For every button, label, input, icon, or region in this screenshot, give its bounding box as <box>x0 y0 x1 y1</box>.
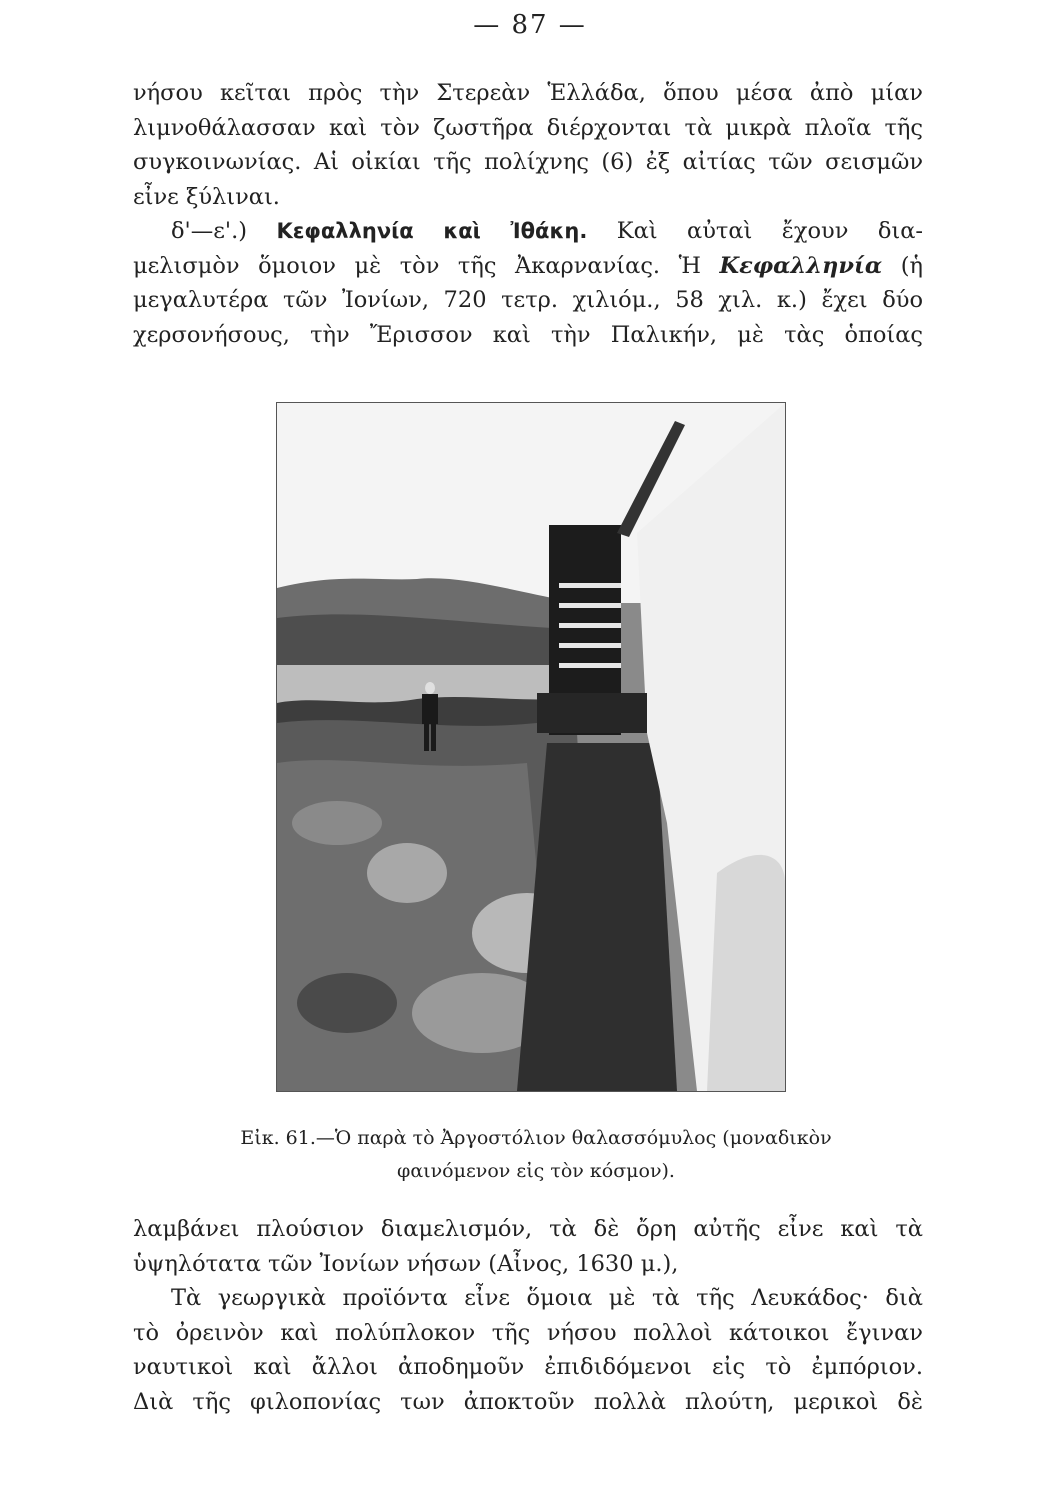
bottom-paragraph <box>133 1212 923 1419</box>
page-number: — 87 — <box>473 10 587 40</box>
text-line: χερσονήσους, τὴν Ἔρισσον καὶ τὴν Παλικήν, μὲ τὰς ὁποίας <box>133 321 923 348</box>
text-line: ναυτικοὶ καὶ ἄλλοι ἀποδημοῦν ἐπιδιδόμενοι εἰς τὸ ἐμπόριον. <box>133 1354 923 1380</box>
text-line: Τὰ γεωργικὰ προϊόντα εἶνε ὅμοια μὲ τὰ τῆς Λευκάδος· διὰ <box>171 1285 923 1311</box>
text-line: λιμνοθάλασσαν καὶ τὸν ζωστῆρα διέρχονται τὰ μικρὰ πλοῖα τῆς <box>133 114 923 141</box>
figure-caption <box>196 1122 876 1188</box>
caption-line: Εἰκ. 61.—Ὁ παρὰ τὸ Ἀργοστόλιον θαλασσόμυλος (μοναδικὸν <box>240 1127 832 1149</box>
sea-mill-photo <box>276 402 786 1092</box>
text-line: ὑψηλότατα τῶν Ἰονίων νήσων (Αἶνος, 1630 μ.), <box>133 1250 679 1277</box>
text-fragment: Ἡ <box>678 252 701 279</box>
text-line: λαμβάνει πλούσιον διαμελισμόν, τὰ δὲ ὄρη αὐτῆς εἶνε καὶ τὰ <box>133 1216 923 1242</box>
text-line: τὸ ὀρεινὸν καὶ πολύπλοκον τῆς νήσου πολλοὶ κάτοικοι ἔγιναν <box>133 1319 923 1346</box>
section-heading: Κεφαλληνία καὶ Ἰθάκη. <box>276 219 588 243</box>
section-label: δ'—ε'.) <box>171 218 248 244</box>
text-line: νήσου κεῖται πρὸς τὴν Στερεὰν Ἑλλάδα, ὅπου μέσα ἀπὸ μίαν <box>133 80 923 106</box>
top-paragraph <box>133 76 923 352</box>
text-fragment: (ἡ <box>900 252 923 279</box>
section-heading-line <box>133 214 923 249</box>
kefallinia-term: Κεφαλληνία <box>719 252 883 279</box>
text-line: Διὰ τῆς φιλοπονίας των ἀποκτοῦν πολλὰ πλούτη, μερικοὶ δὲ <box>133 1388 923 1415</box>
text-line: συγκοινωνίας. Αἱ οἰκίαι τῆς πολίχνης (6) ἐξ αἰτίας τῶν σεισμῶν <box>133 149 923 175</box>
text-line: μεγαλυτέρα τῶν Ἰονίων, 720 τετρ. χιλιόμ., 58 χιλ. κ.) ἔχει δύο <box>133 287 923 313</box>
section-rest: Καὶ αὐταὶ ἔχουν δια- <box>616 218 924 244</box>
caption-line: φαινόμενον εἰς τὸν κόσμον). <box>397 1160 675 1182</box>
text-line: εἶνε ξύλιναι. <box>133 183 280 210</box>
text-fragment: μελισμὸν ὅμοιον μὲ τὸν τῆς Ἀκαρνανίας. <box>133 252 661 279</box>
text-line <box>133 249 923 284</box>
